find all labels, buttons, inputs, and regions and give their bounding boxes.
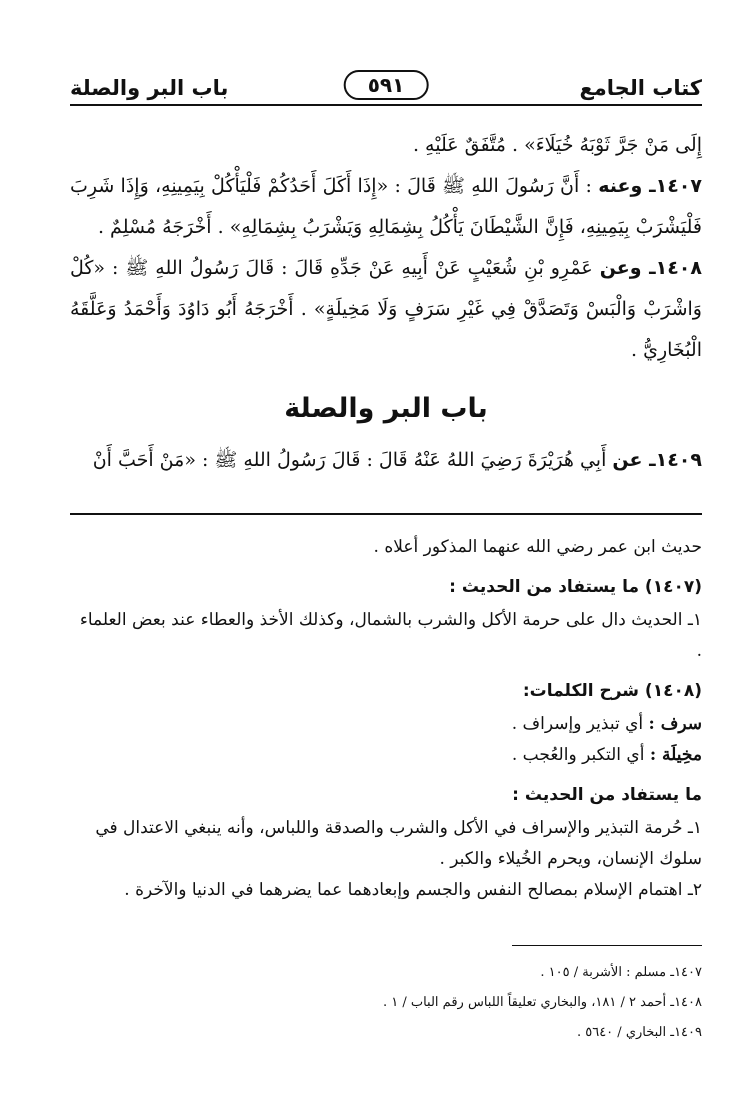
- footnote: ١٤٠٨ـ أحمد ٢ / ١٨١، والبخاري تعليقاً اللباس رقم الباب / ١ .: [382, 995, 702, 1010]
- commentary-item: ١ـ الحديث دال على حرمة الأكل والشرب بالشمال، وكذلك الأخذ والعطاء عند بعض العلماء .: [79, 610, 702, 661]
- glossary-term: مخِيلَة :: [649, 745, 702, 765]
- glossary-term: سرف :: [648, 714, 702, 734]
- book-title: كتاب الجامع: [579, 76, 702, 100]
- hadith-1409: [70, 440, 702, 481]
- section-divider: [70, 513, 702, 515]
- hadith-text: [70, 125, 702, 481]
- hadith-1408: [70, 248, 702, 371]
- page-header: [70, 70, 702, 110]
- commentary-item: ١ـ حُرمة التبذير والإسراف في الأكل والشرب والصدقة واللباس، وأنه ينبغي الاعتدال في سلوك الإنسان، ويحرم الخُيلاء والكبر .: [95, 818, 702, 869]
- chapter-heading: باب البر والصلة: [284, 393, 488, 424]
- section-heading: (١٤٠٨) شرح الكلمات:: [522, 681, 702, 701]
- commentary-item: ٢ـ اهتمام الإسلام بمصالح النفس والجسم وإبعادهما عما يضرهما في الدنيا والآخرة .: [124, 880, 702, 900]
- footnotes: [62, 958, 702, 1048]
- glossary-definition: أي التكبر والعُجب .: [511, 745, 645, 765]
- commentary: [70, 532, 702, 906]
- commentary-intro: حديث ابن عمر رضي الله عنهما المذكور أعلاه .: [373, 537, 702, 557]
- header-rule: [70, 104, 702, 106]
- chapter-running-title: باب البر والصلة: [70, 76, 229, 100]
- hadith-1407: [70, 166, 702, 248]
- hadith-body: عَمْرِو بْنِ شُعَيْبٍ عَنْ أَبِيهِ عَنْ جَدِّهِ قَالَ : قَالَ رَسُولُ اللهِ ﷺ : «كُلْ وَاشْرَبْ وَالْبَسْ وَتَصَدَّقْ فِي غَيْرِ سَرَفٍ وَلَا مَخِيلَةٍ» . أَخْرَجَهُ أَبُو دَاوُدَ وَأَحْمَدُ وَعَلَّقَهُ الْبُخَارِيُّ .: [70, 257, 702, 361]
- page-number: ٥٩١: [344, 70, 429, 100]
- glossary-entry: [70, 709, 702, 740]
- hadith-body: أَبِي هُرَيْرَةَ رَضِيَ اللهُ عَنْهُ قَالَ : قَالَ رَسُولُ اللهِ ﷺ : «مَنْ أَحَبَّ أَنْ: [92, 449, 607, 471]
- hadith-number: ١٤٠٩ـ عن: [612, 449, 702, 471]
- footnote-rule: [512, 945, 702, 946]
- hadith-number: ١٤٠٧ـ وعنه: [598, 175, 702, 197]
- glossary-definition: أي تبذير وإسراف .: [511, 714, 644, 734]
- section-heading: (١٤٠٧) ما يستفاد من الحديث :: [449, 577, 702, 597]
- hadith-number: ١٤٠٨ـ وعن: [599, 257, 702, 279]
- footnote: ١٤٠٧ـ مسلم : الأشربة / ١٠٥ .: [540, 965, 702, 980]
- section-heading: ما يستفاد من الحديث :: [512, 785, 702, 805]
- hadith-body: : أَنَّ رَسُولَ اللهِ ﷺ قَالَ : «إِذَا أَكَلَ أَحَدُكُمْ فَلْيَأْكُلْ بِيَمِينِهِ، وَإِذَا شَرِبَ فَلْيَشْرَبْ بِيَمِينِهِ، فَإِنَّ الشَّيْطَانَ يَأْكُلُ بِشِمَالِهِ وَيَشْرَبُ بِشِمَالِهِ» . أَخْرَجَهُ مُسْلِمٌ .: [70, 175, 702, 238]
- footnote: ١٤٠٩ـ البخاري / ٥٦٤٠ .: [576, 1025, 702, 1040]
- glossary-entry: [70, 740, 702, 771]
- hadith-continuation: إِلَى مَنْ جَرَّ ثَوْبَهُ خُيَلَاءَ» . مُتَّفَقٌ عَلَيْهِ .: [412, 134, 702, 156]
